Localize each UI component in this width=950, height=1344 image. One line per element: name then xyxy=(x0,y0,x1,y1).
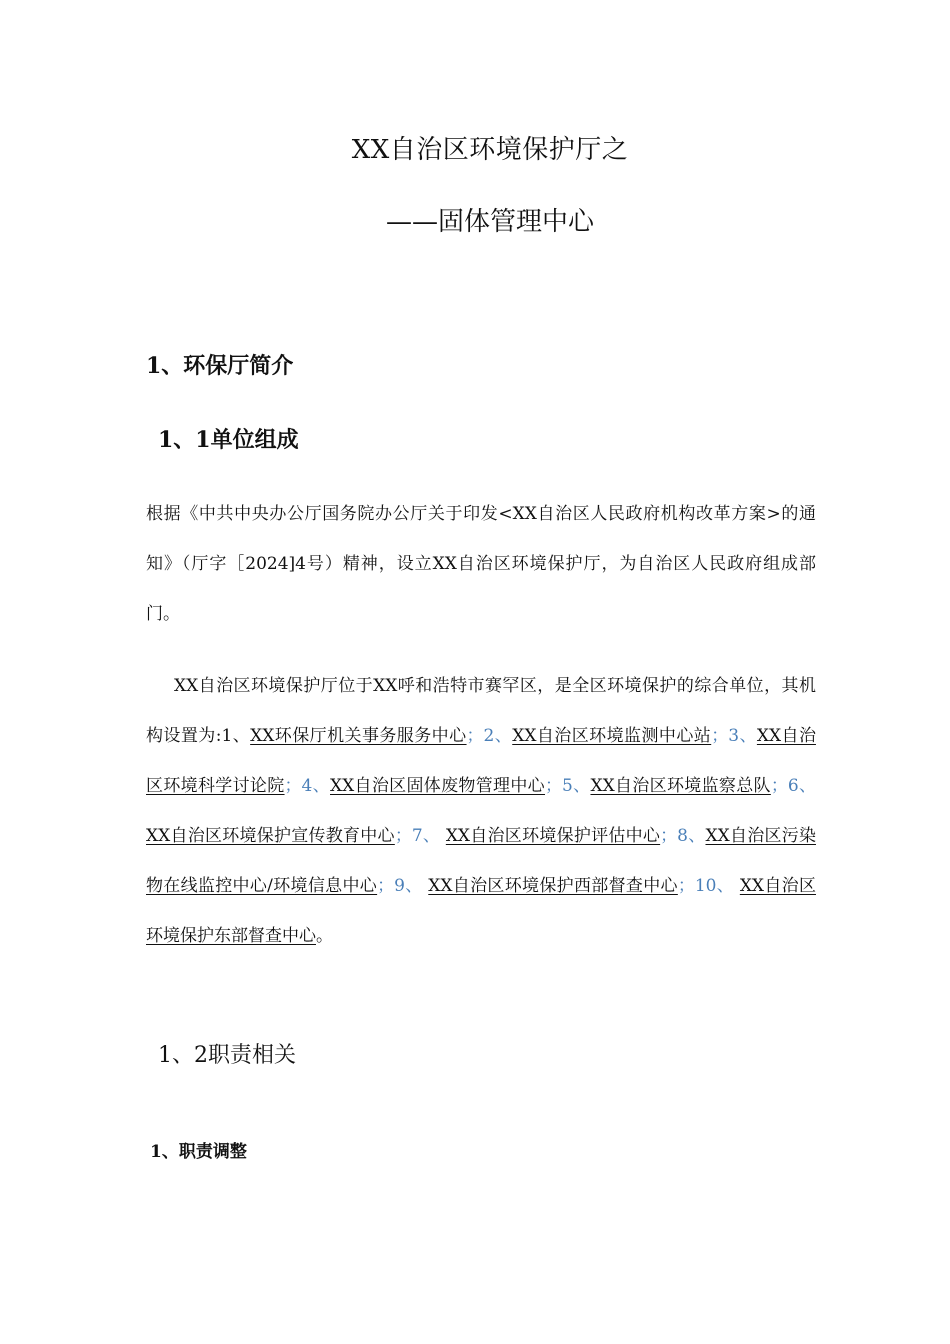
unit-link[interactable]: XX环保厅机关事务服务中心 xyxy=(250,726,467,746)
unit-link[interactable]: XX自治区环境保护东部督查中心 xyxy=(146,876,816,946)
paragraph-establishment: 根据《中共中央办公厅国务院办公厅关于印发<XX自治区人民政府机构改革方案>的通知》（厅字［2024]4号）精神，设立XX自治区环境保护厅，为自治区人民政府组成部门。 xyxy=(146,504,816,624)
unit-link[interactable]: XX自治区环境保护宣传教育中心 xyxy=(146,826,395,846)
paragraph-end: 。 xyxy=(316,926,333,946)
paragraph-organization xyxy=(146,661,816,961)
unit-link[interactable]: XX自治区污染物在线监控中心/环境信息中心 xyxy=(146,826,816,896)
paragraph-intro: XX自治区环境保护厅位于XX呼和浩特市赛罕区，是全区环境保护的综合单位，其机构设置为:1、 xyxy=(146,676,816,746)
subsection-heading: 1、职责调整 xyxy=(150,1142,247,1162)
unit-link[interactable]: XX自治区固体废物管理中心 xyxy=(330,776,546,796)
section-heading-1: 1、环保厅简介 xyxy=(146,353,294,379)
list-separator: ；8、 xyxy=(660,826,706,846)
section-heading-1-2: 1、2职责相关 xyxy=(158,1043,296,1068)
list-separator: ；3、 xyxy=(711,726,757,746)
list-separator: ；5、 xyxy=(545,776,591,796)
list-separator: ；7、 xyxy=(394,826,446,846)
list-separator: ；6、 xyxy=(770,776,816,796)
list-separator: ；10、 xyxy=(677,876,740,896)
unit-link[interactable]: XX自治区环境保护评估中心 xyxy=(445,826,661,846)
unit-link[interactable]: XX自治区环境科学讨论院 xyxy=(146,726,816,796)
list-separator: ；2、 xyxy=(466,726,513,746)
document-subtitle: ——固体管理中心 xyxy=(385,207,594,237)
unit-link[interactable]: XX自治区环境监测中心站 xyxy=(512,726,712,746)
list-separator: ；9、 xyxy=(377,876,429,896)
unit-link[interactable]: XX自治区环境保护西部督查中心 xyxy=(428,876,678,896)
document-title: XX自治区环境保护厅之 xyxy=(351,135,629,165)
section-heading-1-1: 1、1单位组成 xyxy=(158,427,299,453)
list-separator: ；4、 xyxy=(284,776,330,796)
unit-link[interactable]: XX自治区环境监察总队 xyxy=(590,776,771,796)
